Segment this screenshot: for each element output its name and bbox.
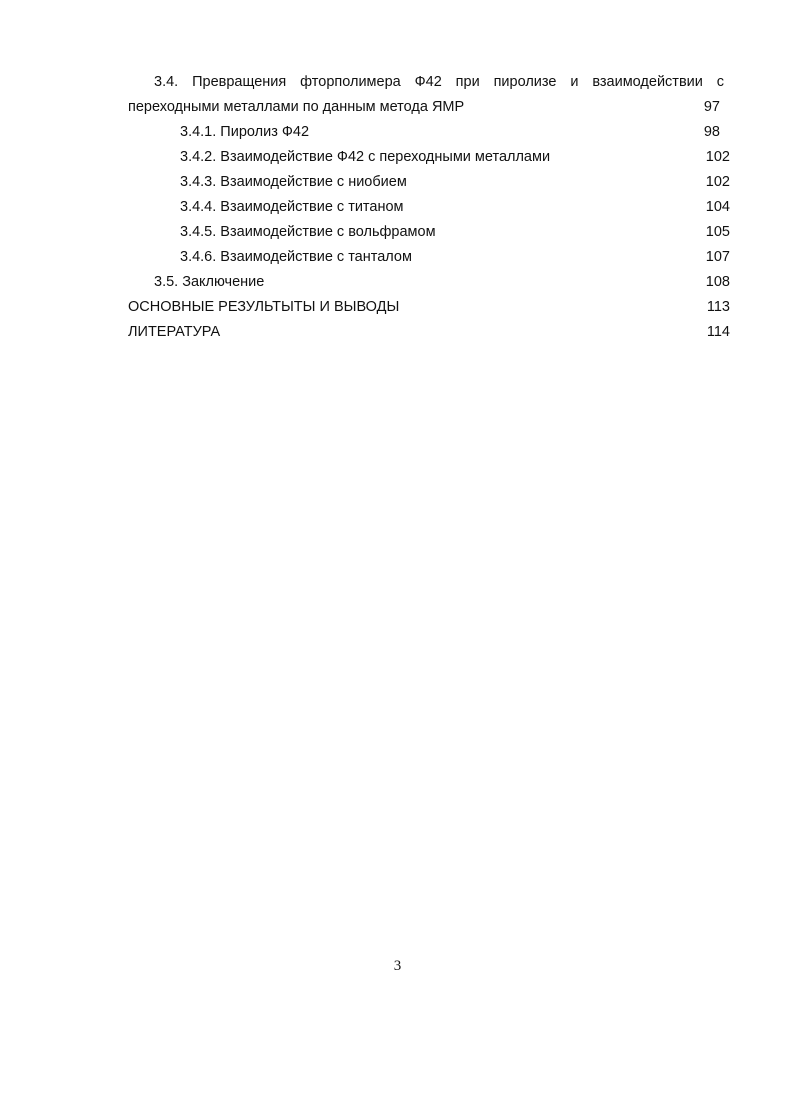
toc-entry-title: 3.4.4. Взаимодействие с титаном [180, 199, 404, 215]
toc-entry-title: 3.4.5. Взаимодействие с вольфрамом [180, 224, 436, 240]
table-of-contents [128, 72, 730, 347]
toc-entry-title: 3.4.6. Взаимодействие с танталом [180, 249, 412, 265]
toc-entry-3-5 [128, 272, 730, 297]
toc-entry-3-4-3 [128, 172, 730, 197]
toc-entry-title: ОСНОВНЫЕ РЕЗУЛЬТЫТЫ И ВЫВОДЫ [128, 299, 400, 315]
toc-entry-3-4-line2 [128, 97, 730, 122]
toc-entry-3-4-1 [128, 122, 730, 147]
toc-page-number: 105 [705, 224, 730, 240]
toc-entry-3-4-line1 [128, 72, 730, 97]
toc-page-number: 97 [703, 99, 720, 115]
toc-entry-3-4-2 [128, 147, 730, 172]
toc-page-number: 102 [705, 174, 730, 190]
toc-page-number: 98 [703, 124, 720, 140]
toc-entry-title: 3.4.2. Взаимодействие Ф42 с переходными металлами [180, 149, 551, 165]
toc-entry-literature [128, 322, 730, 347]
page-number-footer: 3 [393, 958, 402, 974]
toc-entry-title-continuation: переходными металлами по данным метода ЯМР [128, 99, 465, 115]
toc-entry-title: 3.4.3. Взаимодействие с ниобием [180, 174, 407, 190]
toc-entry-3-4-6 [128, 247, 730, 272]
toc-page-number: 108 [705, 274, 730, 290]
toc-entry-title: ЛИТЕРАТУРА [128, 324, 221, 340]
toc-page-number: 102 [705, 149, 730, 165]
toc-entry-title: 3.4. Превращения фторполимера Ф42 при пиролизе и взаимодействии с [154, 74, 724, 90]
toc-page-number: 114 [706, 324, 730, 340]
toc-entry-3-4-4 [128, 197, 730, 222]
toc-entry-title: 3.5. Заключение [154, 274, 265, 290]
toc-page-number: 104 [705, 199, 730, 215]
toc-page-number: 113 [706, 299, 730, 315]
toc-page-number: 107 [705, 249, 730, 265]
toc-entry-results [128, 297, 730, 322]
toc-entry-3-4-5 [128, 222, 730, 247]
toc-entry-title: 3.4.1. Пиролиз Ф42 [180, 124, 310, 140]
